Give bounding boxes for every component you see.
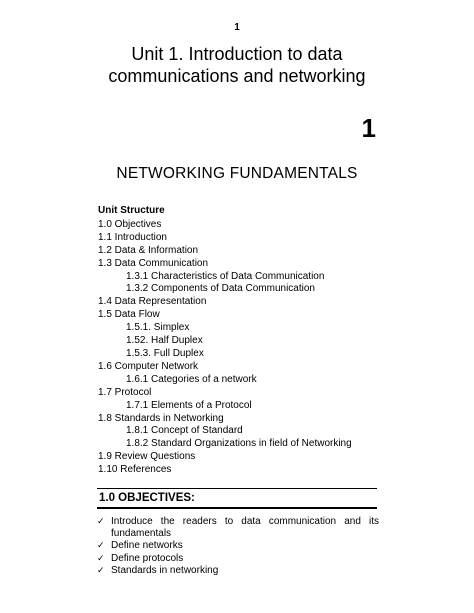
unit-title [0, 43, 474, 87]
objectives-heading: 1.0 OBJECTIVES: [99, 492, 195, 504]
objective-item [97, 565, 379, 577]
structure-item: 1.1 Introduction [98, 231, 167, 243]
objective-text [111, 553, 379, 565]
chapter-title: NETWORKING FUNDAMENTALS [116, 165, 358, 182]
objective-item [97, 553, 379, 565]
checkmark-icon: ✓ [97, 541, 105, 552]
objective-item [97, 540, 379, 552]
objective-text-line-1: Define networks [111, 540, 183, 552]
structure-item: 1.2 Data & Information [98, 244, 199, 256]
unit-structure-heading: Unit Structure [98, 205, 165, 216]
structure-item: 1.3.2 Components of Data Communication [126, 283, 315, 295]
unit-title-line-2: communications and networking [108, 66, 366, 86]
objective-text-line-1: Define protocols [111, 552, 184, 564]
objectives-list [97, 516, 379, 577]
structure-item: 1.5 Data Flow [98, 309, 160, 321]
structure-item: 1.3.1 Characteristics of Data Communication [126, 270, 325, 282]
structure-item: 1.52. Half Duplex [126, 335, 203, 347]
objective-text-line-2: fundamentals [111, 528, 172, 540]
unit-structure [98, 205, 418, 477]
checkmark-icon: ✓ [97, 553, 105, 564]
objective-item [97, 516, 379, 540]
structure-item: 1.8.1 Concept of Standard [126, 425, 243, 437]
structure-item: 1.5.1. Simplex [126, 322, 190, 334]
unit-structure-list [98, 219, 418, 477]
objective-text [111, 565, 379, 577]
structure-item: 1.3 Data Communication [98, 257, 209, 269]
objective-text-line-1: Standards in networking [111, 564, 219, 576]
structure-item: 1.7 Protocol [98, 386, 152, 398]
structure-item: 1.5.3. Full Duplex [126, 347, 204, 359]
structure-item: 1.0 Objectives [98, 218, 162, 230]
structure-item: 1.8 Standards in Networking [98, 412, 224, 424]
structure-item: 1.4 Data Representation [98, 296, 207, 308]
chapter-number: 1 [361, 113, 376, 143]
page-number: 1 [234, 22, 240, 33]
structure-item: 1.6.1 Categories of a network [126, 373, 257, 385]
unit-title-line-1: Unit 1. Introduction to data [131, 44, 343, 64]
structure-item: 1.7.1 Elements of a Protocol [126, 399, 252, 411]
checkmark-icon: ✓ [97, 565, 105, 576]
structure-item: 1.6 Computer Network [98, 360, 199, 372]
structure-item: 1.9 Review Questions [98, 451, 196, 463]
objective-text [111, 540, 379, 552]
objective-text [111, 516, 379, 540]
objectives-heading-bar [97, 488, 377, 509]
checkmark-icon: ✓ [97, 517, 105, 527]
structure-item: 1.8.2 Standard Organizations in field of Networking [126, 438, 352, 450]
objective-text-line-1: Introduce the readers to data communication and its [111, 516, 379, 527]
structure-item: 1.10 References [98, 464, 172, 476]
